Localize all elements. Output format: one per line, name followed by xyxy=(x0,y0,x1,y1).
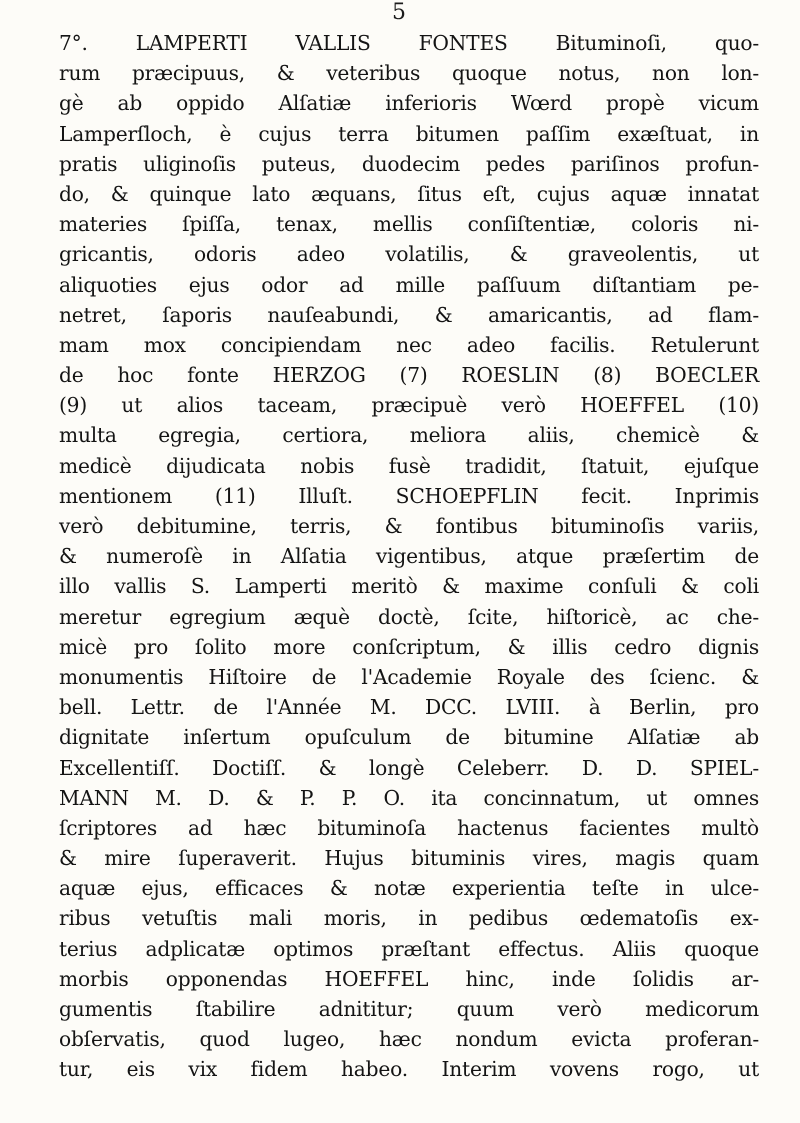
text-line: pratis uliginoſis puteus, duodecim pedes pariſinos profun- xyxy=(59,151,759,176)
text-line: de hoc fonte HERZOG (7) ROESLIN (8) BOECLER xyxy=(59,363,759,388)
text-line: morbis opponendas HOEFFEL hinc, inde ſolidis ar- xyxy=(59,966,759,991)
text-line: bell. Lettr. de l'Année M. DCC. LVIII. à Berlin, pro xyxy=(59,695,759,720)
text-line: MANN M. D. & P. P. O. ita concinnatum, ut omnes xyxy=(59,785,759,810)
text-line: & numeroſè in Alſatia vigentibus, atque præſertim de xyxy=(59,544,759,569)
text-line: obſervatis, quod lugeo, hæc nondum evicta proferan- xyxy=(59,1027,759,1052)
text-line: rum præcipuus, & veteribus quoque notus, non lon- xyxy=(59,61,759,86)
text-line: & mire ſuperaverit. Hujus bituminis vires, magis quam xyxy=(59,846,759,871)
text-line: materies ſpiſſa, tenax, mellis conſiſtentiæ, coloris ni- xyxy=(59,212,759,237)
text-line: 7°. LAMPERTI VALLIS FONTES Bituminoſi, quo- xyxy=(59,31,759,55)
text-line: (9) ut alios taceam, præcipuè verò HOEFFEL (10) xyxy=(59,393,759,418)
text-line: monumentis Hiſtoire de l'Academie Royale des ſcienc. & xyxy=(59,664,759,689)
text-line: Excellentiſſ. Doctiſſ. & longè Celeberr. D. D. SPIEL- xyxy=(59,755,759,780)
page-signature-mark: 5 xyxy=(392,0,406,25)
body-text xyxy=(59,28,759,1085)
text-line: micè pro ſolito more conſcriptum, & illis cedro dignis xyxy=(59,634,759,659)
text-line: meretur egregium æquè doctè, ſcite, hiſtoricè, ac che- xyxy=(59,604,759,629)
text-line: illo vallis S. Lamperti meritò & maxime conſuli & coli xyxy=(59,574,759,599)
text-line: aliquoties ejus odor ad mille paſſuum diſtantiam pe- xyxy=(59,272,759,297)
text-line: medicè dijudicata nobis fusè tradidit, ſtatuit, ejuſque xyxy=(59,453,759,478)
text-line: mentionem (11) Illuſt. SCHOEPFLIN fecit. Inprimis xyxy=(59,483,759,508)
text-line: netret, ſaporis nauſeabundi, & amaricantis, ad flam- xyxy=(59,302,759,327)
text-line: aquæ ejus, efficaces & notæ experientia teſte in ulce- xyxy=(59,876,759,901)
text-line: ribus vetuſtis mali moris, in pedibus œdematoſis ex- xyxy=(59,906,759,931)
text-line: tur, eis vix fidem habeo. Interim vovens rogo, ut xyxy=(59,1057,759,1082)
text-line: gè ab oppido Alſatiæ inferioris Wœrd propè vicum xyxy=(59,91,759,116)
text-line: gumentis ſtabilire adnititur; quum verò medicorum xyxy=(59,997,759,1021)
text-line: terius adplicatæ optimos præſtant effectus. Aliis quoque xyxy=(59,936,759,961)
text-line: mam mox concipiendam nec adeo facilis. Retulerunt xyxy=(59,332,759,357)
text-line: do, & quinque lato æquans, ſitus eſt, cujus aquæ innatat xyxy=(59,181,759,206)
text-line: gricantis, odoris adeo volatilis, & graveolentis, ut xyxy=(59,242,759,267)
text-line: dignitate inſertum opuſculum de bitumine Alſatiæ ab xyxy=(59,725,759,750)
text-line: verò debitumine, terris, & fontibus bituminoſis variis, xyxy=(59,514,759,538)
text-line: ſcriptores ad hæc bituminoſa hactenus facientes multò xyxy=(59,815,759,840)
text-line: Lamperſloch, è cujus terra bitumen paſſim exæſtuat, in xyxy=(59,121,759,146)
text-line: multa egregia, certiora, meliora aliis, chemicè & xyxy=(59,423,759,448)
